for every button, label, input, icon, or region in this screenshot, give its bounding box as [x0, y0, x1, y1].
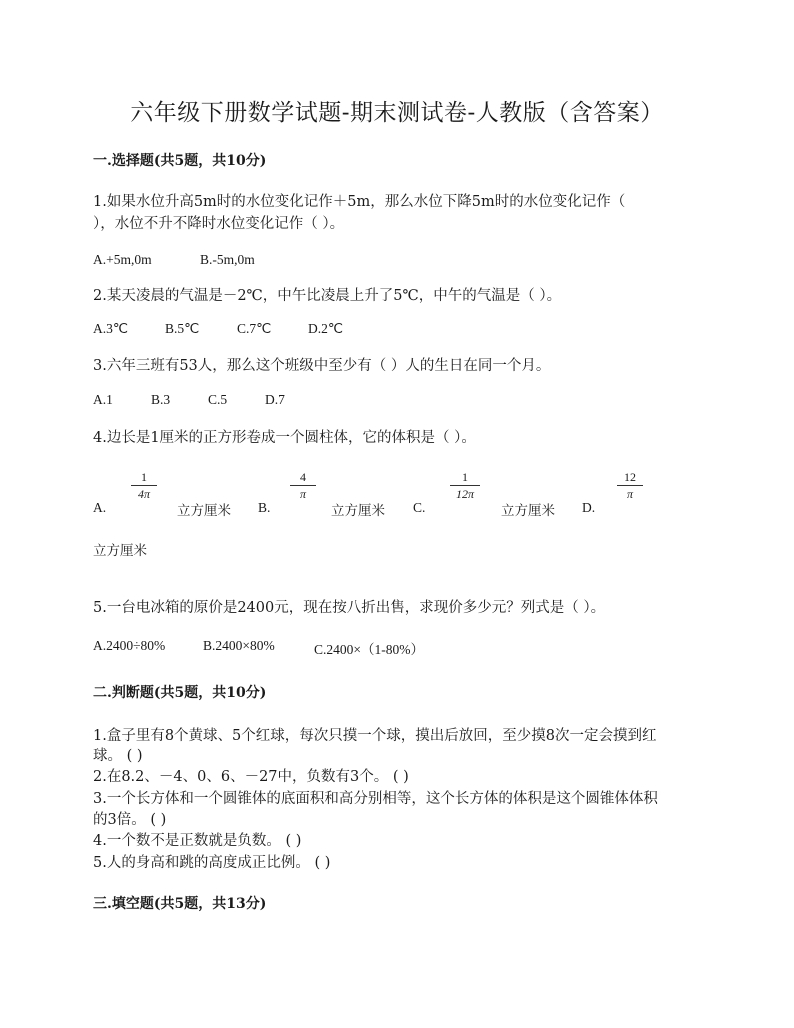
- judgement-item-1-line2: 球。 ( ): [93, 748, 143, 764]
- judgement-item-3-line2: 的3倍。 ( ): [93, 812, 167, 828]
- q3-option-d: D.7: [265, 392, 285, 407]
- q4-option-d-letter: D.: [582, 500, 596, 515]
- fraction-denominator: π: [299, 487, 306, 501]
- q1-option-b: B.-5m,0m: [200, 252, 255, 267]
- q1-text-line2: ），水位不升不降时水位变化记作（ ）。: [93, 216, 345, 232]
- fraction-denominator: 12π: [455, 487, 474, 501]
- q4-option-d-unit: 立方厘米: [93, 543, 147, 558]
- q4-option-c-unit: 立方厘米: [501, 503, 555, 518]
- judgement-item-4: 4.一个数不是正数就是负数。 ( ): [93, 833, 302, 849]
- q3-option-b: B.3: [151, 392, 171, 407]
- fraction-denominator: π: [626, 487, 633, 501]
- q3-option-c: C.5: [208, 392, 228, 407]
- fraction-numerator: 12: [617, 470, 643, 486]
- section-heading-fill-blank: 三.填空题(共5题，共13分): [93, 896, 267, 912]
- q4-option-c-letter: C.: [413, 500, 426, 515]
- q5-option-a: A.2400÷80%: [93, 638, 166, 653]
- q1-text-line1: 1.如果水位升高5m时的水位变化记作＋5m，那么水位下降5m时的水位变化记作（: [93, 194, 626, 210]
- fraction-numerator: 4: [290, 470, 316, 486]
- q5-option-b: B.2400×80%: [203, 638, 275, 653]
- q4-option-a-fraction: [131, 470, 157, 501]
- judgement-item-5: 5.人的身高和跳的高度成正比例。 ( ): [93, 855, 331, 871]
- q4-option-a-unit: 立方厘米: [177, 503, 231, 518]
- q5-text: 5.一台电冰箱的原价是2400元，现在按八折出售，求现价多少元？列式是（ ）。: [93, 600, 606, 616]
- fraction-numerator: 1: [131, 470, 157, 486]
- fraction-denominator: 4π: [137, 487, 150, 501]
- q4-option-a-letter: A.: [93, 500, 107, 515]
- judgement-item-1-line1: 1.盒子里有8个黄球、5个红球，每次只摸一个球，摸出后放回，至少摸8次一定会摸到红: [93, 728, 657, 744]
- section-heading-choice: 一.选择题(共5题，共10分): [93, 153, 267, 169]
- q1-option-a: A.+5m,0m: [93, 252, 152, 267]
- q4-option-b-unit: 立方厘米: [331, 503, 385, 518]
- q4-option-b-letter: B.: [258, 500, 271, 515]
- fraction-numerator: 1: [450, 470, 480, 486]
- q5-option-c: C.2400×（1-80%）: [314, 642, 424, 657]
- judgement-item-3-line1: 3.一个长方体和一个圆锥体的底面积和高分别相等，这个长方体的体积是这个圆锥体体积: [93, 791, 658, 807]
- q3-text: 3.六年三班有53人，那么这个班级中至少有（ ）人的生日在同一个月。: [93, 358, 551, 374]
- q2-option-c: C.7℃: [237, 321, 272, 336]
- judgement-item-2: 2.在8.2、－4、0、6、－27中，负数有3个。 ( ): [93, 769, 409, 785]
- q2-option-b: B.5℃: [165, 321, 200, 336]
- q3-option-a: A.1: [93, 392, 113, 407]
- q2-option-d: D.2℃: [308, 321, 344, 336]
- page-title: 六年级下册数学试题-期末测试卷-人教版（含答案）: [130, 100, 664, 126]
- q4-option-c-fraction: [450, 470, 480, 501]
- q4-option-d-fraction: [617, 470, 643, 501]
- q2-option-a: A.3℃: [93, 321, 129, 336]
- section-heading-judgement: 二.判断题(共5题，共10分): [93, 685, 267, 701]
- q2-text: 2.某天凌晨的气温是－2℃，中午比凌晨上升了5℃，中午的气温是（ ）。: [93, 288, 562, 304]
- q4-option-b-fraction: [290, 470, 316, 501]
- q4-text: 4.边长是1厘米的正方形卷成一个圆柱体，它的体积是（ ）。: [93, 430, 476, 446]
